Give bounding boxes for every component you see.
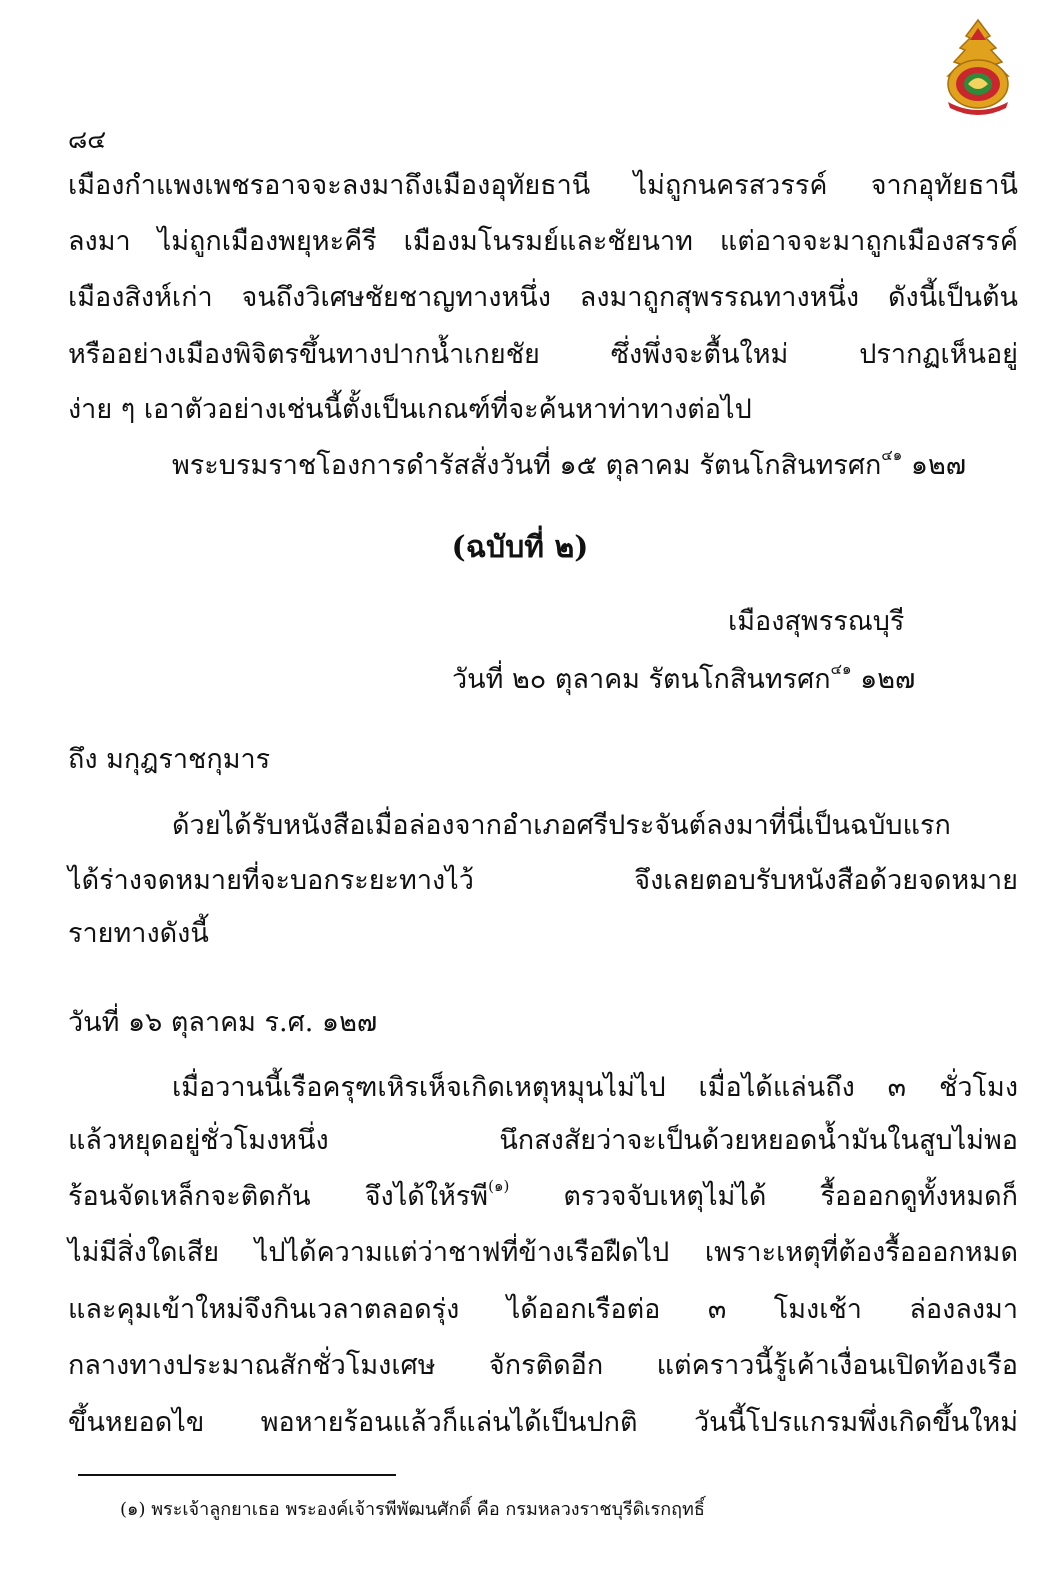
paragraph-line: แล้วหยุดอยู่ชั่วโมงหนึ่ง นึกสงสัยว่าจะเป็นด้วยหยอดน้ำมันในสูบไม่พอ [68, 1125, 1018, 1156]
paragraph-line: เมื่อวานนี้เรือครุฑเหิรเห็จเกิดเหตุหมุนไม่ไป เมื่อได้แล่นถึง ๓ ชั่วโมง [172, 1072, 1018, 1103]
salutation: ถึง มกุฎราชกุมาร [68, 744, 271, 775]
decree-line [172, 446, 966, 486]
letter-date [452, 660, 915, 700]
paragraph-line: ขึ้นหยอดไข พอหายร้อนแล้วก็แล่นได้เป็นปกติ วันนี้โปรแกรมพึ่งเกิดขึ้นใหม่ [68, 1407, 1018, 1438]
footnote-marker: (๑) [488, 1177, 510, 1195]
paragraph-line: รายทางดังนี้ [68, 918, 209, 949]
paragraph-line: ไม่มีสิ่งใดเสีย ไปได้ความแต่ว่าชาฟที่ข้างเรือฝืดไป เพราะเหตุที่ต้องรื้อออกหมด [68, 1237, 1018, 1268]
footnote-divider [78, 1474, 396, 1476]
footnote-text: (๑) พระเจ้าลูกยาเธอ พระองค์เจ้ารพีพัฒนศักดิ์ คือ กรมหลวงราชบุรีดิเรกฤทธิ์ [120, 1499, 705, 1520]
paragraph-line: เมืองสิงห์เก่า จนถึงวิเศษชัยชาญทางหนึ่ง ลงมาถูกสุพรรณทางหนึ่ง ดังนี้เป็นต้น [68, 282, 1018, 313]
paragraph-line-with-footnote [68, 1177, 1018, 1217]
paragraph-text: ร้อนจัดเหล็กจะติดกัน จึงได้ให้รพี [68, 1181, 489, 1212]
emblem-logo [936, 18, 1020, 116]
letter-heading: (ฉบับที่ ๒) [451, 530, 589, 565]
paragraph-line: ง่าย ๆ เอาตัวอย่างเช่นนี้ตั้งเป็นเกณฑ์ที่จะค้นหาท่าทางต่อไป [68, 394, 752, 425]
paragraph-text: ตรวจจับเหตุไม่ได้ รื้อออกดูทั้งหมดก็ [509, 1181, 1018, 1212]
letter-date-era-superscript: ๔๑ [830, 660, 852, 678]
paragraph-line: หรืออย่างเมืองพิจิตรขึ้นทางปากน้ำเกยชัย ซึ่งพึ่งจะตื้นใหม่ ปรากฏเห็นอยู่ [68, 339, 1018, 370]
decree-year: ๑๒๗ [902, 450, 967, 481]
paragraph-line: เมืองกำแพงเพชรอาจจะลงมาถึงเมืองอุทัยธานี ไม่ถูกนครสวรรค์ จากอุทัยธานี [68, 170, 1018, 201]
letter-place: เมืองสุพรรณบุรี [728, 606, 905, 637]
paragraph-line: กลางทางประมาณสักชั่วโมงเศษ จักรติดอีก แต่คราวนี้รู้เค้าเงื่อนเปิดท้องเรือ [68, 1350, 1018, 1381]
entry-date: วันที่ ๑๖ ตุลาคม ร.ศ. ๑๒๗ [68, 1007, 378, 1038]
decree-text: พระบรมราชโองการดำรัสสั่งวันที่ ๑๕ ตุลาคม รัตนโกสินทรศก [172, 450, 882, 481]
paragraph-line: ลงมา ไม่ถูกเมืองพยุหะคีรี เมืองมโนรมย์และชัยนาท แต่อาจจะมาถูกเมืองสรรค์ [68, 226, 1018, 257]
paragraph-line: ได้ร่างจดหมายที่จะบอกระยะทางไว้ จึงเลยตอบรับหนังสือด้วยจดหมาย [68, 865, 1018, 896]
paragraph-line: ด้วยได้รับหนังสือเมื่อล่องจากอำเภอศรีประจันต์ลงมาที่นี่เป็นฉบับแรก [172, 810, 951, 841]
paragraph-line: และคุมเข้าใหม่จึงกินเวลาตลอดรุ่ง ได้ออกเรือต่อ ๓ โมงเช้า ล่องลงมา [68, 1294, 1018, 1325]
page-number: ๘๔ [68, 125, 107, 154]
decree-era-superscript: ๔๑ [881, 446, 903, 464]
letter-date-year: ๑๒๗ [851, 664, 916, 695]
letter-date-text: วันที่ ๒๐ ตุลาคม รัตนโกสินทรศก [452, 664, 831, 695]
